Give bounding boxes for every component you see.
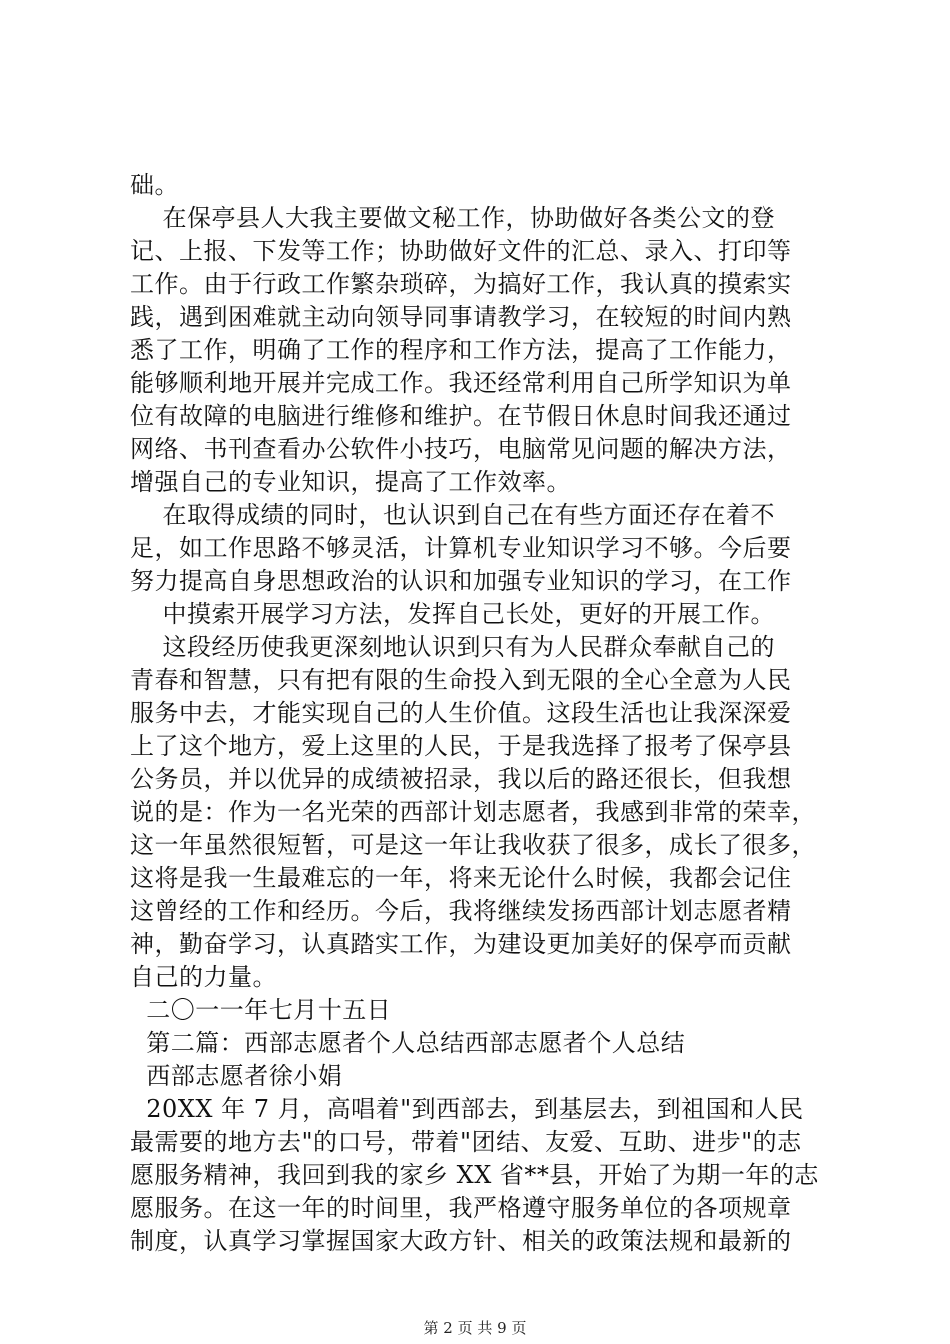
text-line: 上了这个地方，爱上这里的人民，于是我选择了报考了保亭县 [130,732,792,760]
text-line: 这段经历使我更深刻地认识到只有为人民群众奉献自己的 [130,633,776,661]
text-line: 说的是：作为一名光荣的西部计划志愿者，我感到非常的荣幸， [130,798,816,826]
text-line: 制度，认真学习掌握国家大政方针、相关的政策法规和最新的 [130,1227,792,1255]
text-line: 服务中去，才能实现自己的人生价值。这段生活也让我深深爱 [130,699,792,727]
text-line: 在保亭县人大我主要做文秘工作，协助做好各类公文的登 [130,204,776,232]
author-line: 西部志愿者徐小娟 [130,1062,343,1090]
text-line: 中摸索开展学习方法，发挥自己长处，更好的开展工作。 [130,600,776,628]
section-heading: 第二篇：西部志愿者个人总结西部志愿者个人总结 [130,1029,686,1057]
text-line: 这曾经的工作和经历。今后，我将继续发扬西部计划志愿者精 [130,897,792,925]
text-line: 20XX 年 7 月，高唱着"到西部去，到基层去，到祖国和人民 [130,1095,804,1123]
text-line: 足，如工作思路不够灵活，计算机专业知识学习不够。今后要 [130,534,792,562]
text-line: 在取得成绩的同时，也认识到自己在有些方面还存在着不 [130,501,776,529]
text-line: 神，勤奋学习，认真踏实工作，为建设更加美好的保亭而贡献 [130,930,792,958]
text-line: 增强自己的专业知识，提高了工作效率。 [130,468,571,496]
date-line: 二〇一一年七月十五日 [130,996,392,1024]
text-line: 努力提高自身思想政治的认识和加强专业知识的学习，在工作 [130,567,792,595]
text-line: 愿服务。在这一年的时间里，我严格遵守服务单位的各项规章 [130,1194,792,1222]
text-line: 悉了工作，明确了工作的程序和工作方法，提高了工作能力， [130,336,792,364]
text-line: 最需要的地方去"的口号，带着"团结、友爱、互助、进步"的志 [130,1128,802,1156]
text-line: 位有故障的电脑进行维修和维护。在节假日休息时间我还通过 [130,402,792,430]
text-line: 记、上报、下发等工作；协助做好文件的汇总、录入、打印等 [130,237,792,265]
page-number: 第 2 页 共 9 页 [423,1319,527,1337]
text-line: 愿服务精神，我回到我的家乡 XX 省**县，开始了为期一年的志 [130,1161,819,1189]
text-line: 践，遇到困难就主动向领导同事请教学习，在较短的时间内熟 [130,303,792,331]
text-line: 这将是我一生最难忘的一年，将来无论什么时候，我都会记住 [130,864,792,892]
text-line: 这一年虽然很短暂，可是这一年让我收获了很多，成长了很多， [130,831,816,859]
text-line: 础。 [130,171,179,199]
text-line: 工作。由于行政工作繁杂琐碎，为搞好工作，我认真的摸索实 [130,270,792,298]
text-line: 公务员，并以优异的成绩被招录，我以后的路还很长，但我想 [130,765,792,793]
text-line: 能够顺利地开展并完成工作。我还经常利用自己所学知识为单 [130,369,792,397]
text-line: 网络、书刊查看办公软件小技巧，电脑常见问题的解决方法， [130,435,792,463]
text-line: 自己的力量。 [130,963,277,991]
text-line: 青春和智慧，只有把有限的生命投入到无限的全心全意为人民 [130,666,792,694]
